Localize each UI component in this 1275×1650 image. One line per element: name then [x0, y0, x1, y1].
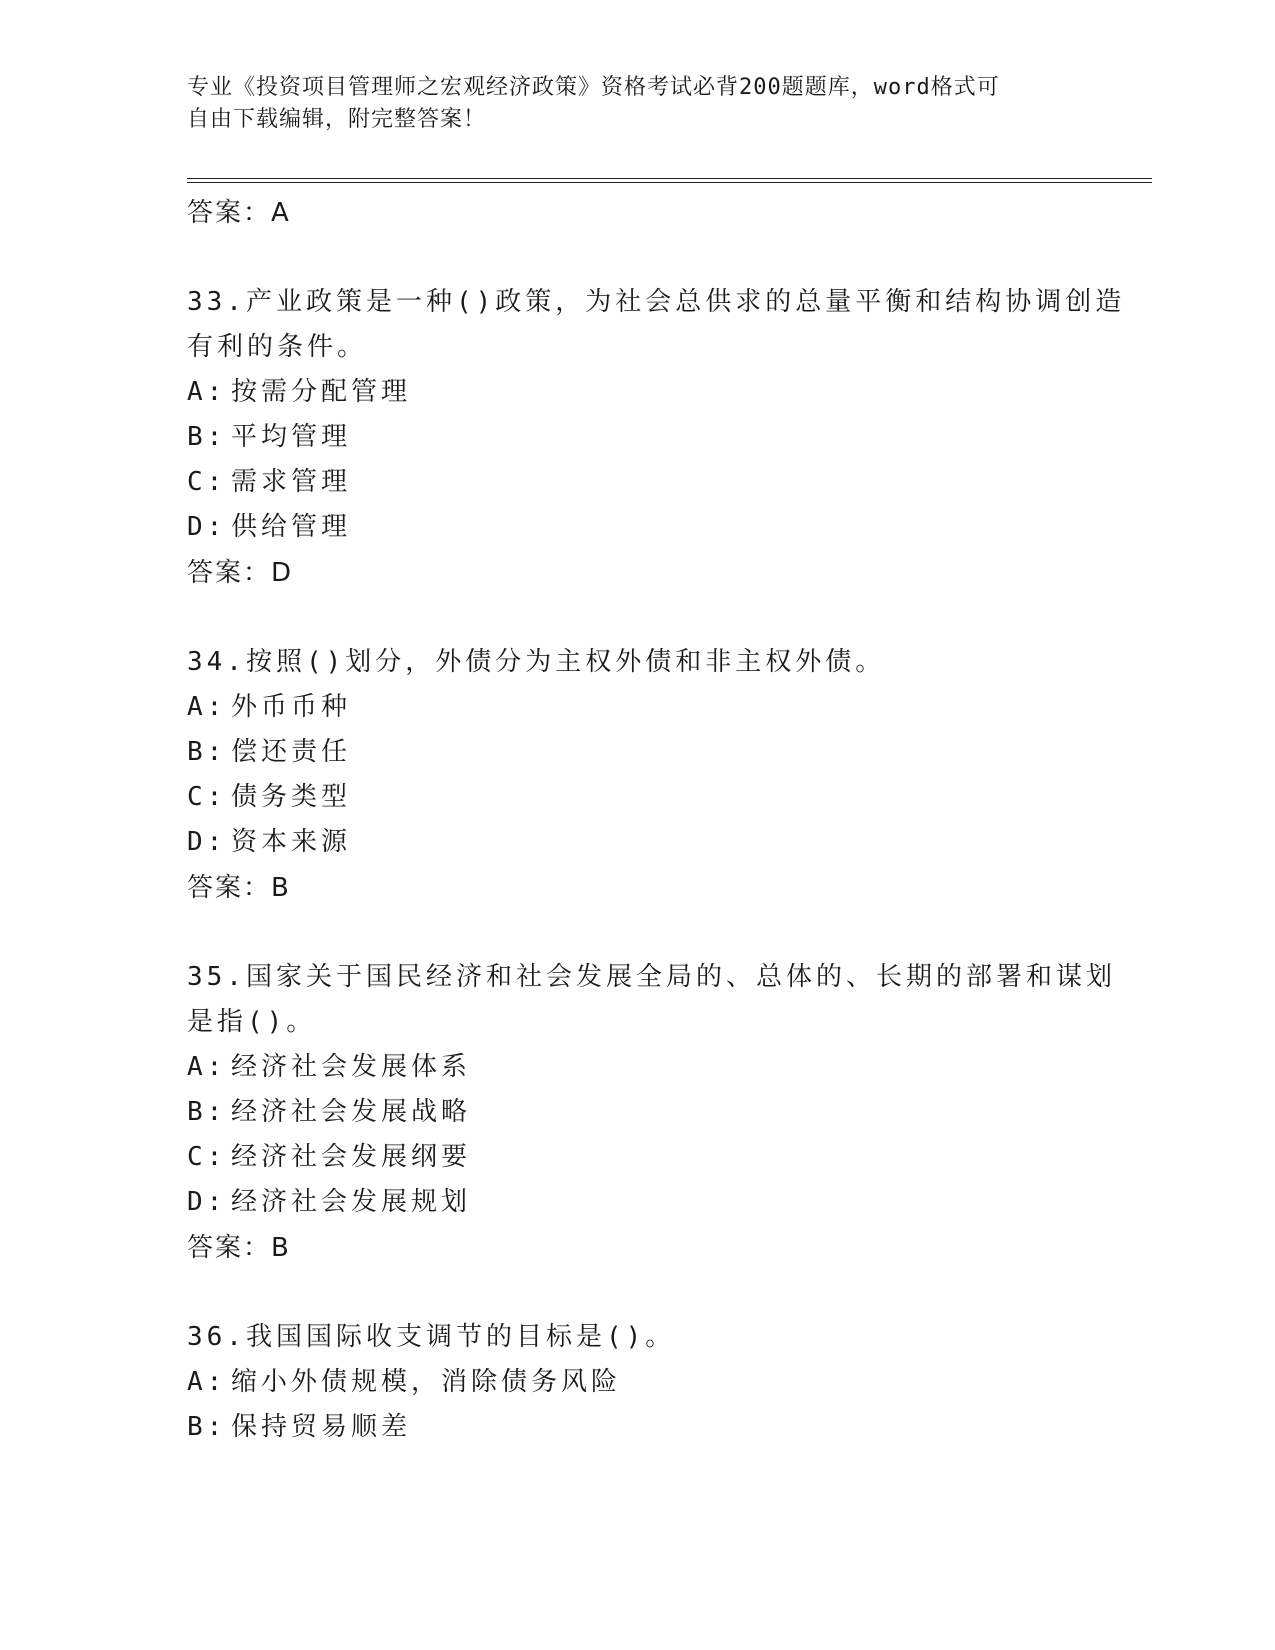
- option-b: [187, 1090, 1087, 1135]
- option-d: [187, 505, 1087, 550]
- option-text: 平均管理: [231, 422, 352, 452]
- option-text: 供给管理: [231, 512, 352, 542]
- question-36: [187, 1315, 1087, 1450]
- option-c: [187, 1135, 1087, 1180]
- header-divider-bottom: [187, 182, 1152, 183]
- answer-line: [187, 1225, 1087, 1271]
- question-stem: [187, 280, 1126, 370]
- option-key: B:: [187, 1097, 227, 1127]
- option-text: 需求管理: [231, 467, 352, 497]
- option-text: 资本来源: [231, 827, 352, 857]
- option-text: 按需分配管理: [231, 377, 412, 407]
- option-a: [187, 370, 1087, 415]
- option-text: 缩小外债规模，消除债务风险: [231, 1367, 622, 1397]
- option-text: 经济社会发展体系: [231, 1052, 472, 1082]
- option-text: 债务类型: [231, 782, 352, 812]
- stem-line-1: 36.我国国际收支调节的目标是()。: [187, 1322, 676, 1352]
- option-key: B:: [187, 1412, 227, 1442]
- question-stem: [187, 640, 1087, 685]
- option-key: D:: [187, 827, 227, 857]
- answer-label: 答案：: [187, 198, 272, 228]
- answer-line: [187, 865, 1087, 911]
- option-b: [187, 730, 1087, 775]
- option-key: B:: [187, 737, 227, 767]
- option-a: [187, 1360, 1087, 1405]
- option-text: 经济社会发展纲要: [231, 1142, 472, 1172]
- option-key: D:: [187, 1187, 227, 1217]
- option-text: 保持贸易顺差: [231, 1412, 412, 1442]
- spacer: [187, 236, 1087, 280]
- option-key: C:: [187, 1142, 227, 1172]
- question-34: [187, 640, 1087, 911]
- question-stem: [187, 955, 1116, 1045]
- stem-line-2: 是指()。: [187, 1007, 317, 1037]
- option-a: [187, 1045, 1087, 1090]
- option-key: C:: [187, 467, 227, 497]
- option-d: [187, 1180, 1087, 1225]
- document-header: [187, 72, 1067, 136]
- option-key: A:: [187, 377, 227, 407]
- header-line-1: 专业《投资项目管理师之宏观经济政策》资格考试必背200题题库，word格式可: [187, 75, 1000, 100]
- option-text: 经济社会发展战略: [231, 1097, 472, 1127]
- option-key: B:: [187, 422, 227, 452]
- option-key: D:: [187, 512, 227, 542]
- answer-line: [187, 550, 1087, 596]
- header-divider-top: [187, 178, 1152, 179]
- stem-line-1: 34.按照()划分，外债分为主权外债和非主权外债。: [187, 647, 886, 677]
- option-key: A:: [187, 692, 227, 722]
- question-33: [187, 280, 1126, 596]
- answer-line: [187, 190, 1087, 236]
- spacer: [187, 1271, 1087, 1315]
- answer-value: B: [271, 1233, 290, 1263]
- option-b: [187, 415, 1087, 460]
- question-stem: [187, 1315, 1087, 1360]
- stem-line-1: 33.产业政策是一种()政策，为社会总供求的总量平衡和结构协调创造: [187, 287, 1126, 317]
- stem-line-2: 有利的条件。: [187, 332, 368, 362]
- stem-line-1: 35.国家关于国民经济和社会发展全局的、总体的、长期的部署和谋划: [187, 962, 1116, 992]
- option-key: C:: [187, 782, 227, 812]
- option-text: 经济社会发展规划: [231, 1187, 472, 1217]
- spacer: [187, 596, 1087, 640]
- option-text: 外币币种: [231, 692, 352, 722]
- option-d: [187, 820, 1087, 865]
- option-key: A:: [187, 1052, 227, 1082]
- answer-label: 答案：: [187, 558, 272, 588]
- option-a: [187, 685, 1087, 730]
- option-b: [187, 1405, 1087, 1450]
- answer-value: D: [271, 558, 293, 588]
- spacer: [187, 911, 1087, 955]
- header-line-2: 自由下载编辑，附完整答案！: [187, 107, 487, 132]
- answer-value: A: [271, 198, 290, 228]
- question-35: [187, 955, 1116, 1271]
- answer-label: 答案：: [187, 1233, 272, 1263]
- question-list: [187, 190, 1126, 1450]
- option-text: 偿还责任: [231, 737, 352, 767]
- answer-value: B: [271, 873, 290, 903]
- option-key: A:: [187, 1367, 227, 1397]
- option-c: [187, 460, 1087, 505]
- option-c: [187, 775, 1087, 820]
- answer-label: 答案：: [187, 873, 272, 903]
